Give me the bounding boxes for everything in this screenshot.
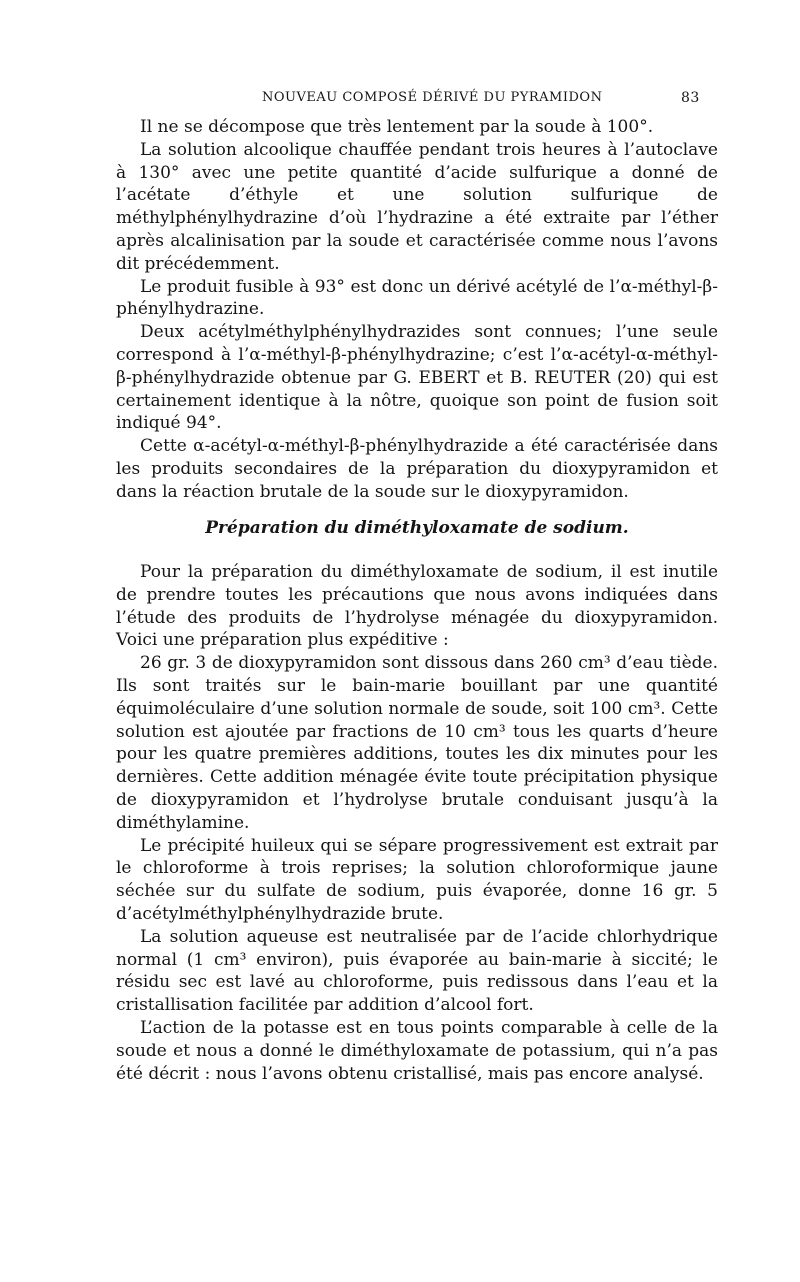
paragraph: L’action de la potasse est en tous points comparable à celle de la soude et nous a donné le diméthyloxamate de potassium, qui n’a pas été décrit : nous l’avons obtenu cristallisé, mais pas encore analysé. bbox=[116, 1017, 718, 1084]
paragraph: La solution alcoolique chauffée pendant trois heures à l’autoclave à 130° avec une petite quantité d’acide sulfurique a donné de l’acétate d’éthyle et une solution sulfurique de méthylphénylhydrazine d’où l’hydrazine a été extraite par l’éther après alcalinisation par la soude et caractérisée comme nous l’avons dit précédemment. bbox=[116, 139, 718, 274]
page-number: 83 bbox=[681, 90, 700, 106]
paragraph: Deux acétylméthylphénylhydrazides sont connues; l’une seule correspond à l’α-méthyl-β-phénylhydrazine; c’est l’α-acétyl-α-méthyl-β-phénylhydrazide obtenue par G. EBERT et B. REUTER (20) qui est certainement identique à la nôtre, quoique son point de fusion soit indiqué 94°. bbox=[116, 322, 718, 434]
running-title: NOUVEAU COMPOSÉ DÉRIVÉ DU PYRAMIDON bbox=[262, 90, 603, 105]
running-head bbox=[0, 90, 800, 110]
body-text-top bbox=[116, 116, 718, 504]
body-text-bottom bbox=[116, 561, 718, 1085]
paragraph: Il ne se décompose que très lentement par la soude à 100°. bbox=[140, 117, 654, 137]
paragraph: Le précipité huileux qui se sépare progressivement est extrait par le chloroforme à trois reprises; la solution chloroformique jaune séchée sur du sulfate de sodium, puis évaporée, donne 16 gr. 5 d’acétylméthylphénylhydrazide brute. bbox=[116, 835, 718, 924]
paragraph: La solution aqueuse est neutralisée par de l’acide chlorhydrique normal (1 cm³ environ), puis évaporée au bain-marie à siccité; le résidu sec est lavé au chloroforme, puis redissous dans l’eau et la cristallisation facilitée par addition d’alcool fort. bbox=[116, 926, 718, 1016]
paragraph: Le produit fusible à 93° est donc un dérivé acétylé de l’α-méthyl-β-phénylhydrazine. bbox=[116, 276, 718, 320]
paragraph: Cette α-acétyl-α-méthyl-β-phénylhydrazide a été caractérisée dans les produits secondaires de la préparation du dioxypyramidon et dans la réaction brutale de la soude sur le dioxypyramidon. bbox=[116, 436, 718, 502]
paragraph: 26 gr. 3 de dioxypyramidon sont dissous dans 260 cm³ d’eau tiède. Ils sont traités sur le bain-marie bouillant par une quantité équimoléculaire d’une solution normale de soude, soit 100 cm³. Cette solution est ajoutée par fractions de 10 cm³ tous les quarts d’heure pour les quatre premières additions, toutes les dix minutes pour les dernières. Cette addition ménagée évite toute précipitation physique de dioxypyramidon et l’hydrolyse brutale conduisant jusqu’à la diméthylamine. bbox=[116, 653, 718, 833]
section-heading: Préparation du diméthyloxamate de sodium. bbox=[205, 518, 629, 538]
paragraph: Pour la préparation du diméthyloxamate de sodium, il est inutile de prendre toutes les précautions que nous avons indiquées dans l’étude des produits de l’hydrolyse ménagée du dioxypyramidon. Voici une préparation plus expéditive : bbox=[116, 562, 718, 651]
